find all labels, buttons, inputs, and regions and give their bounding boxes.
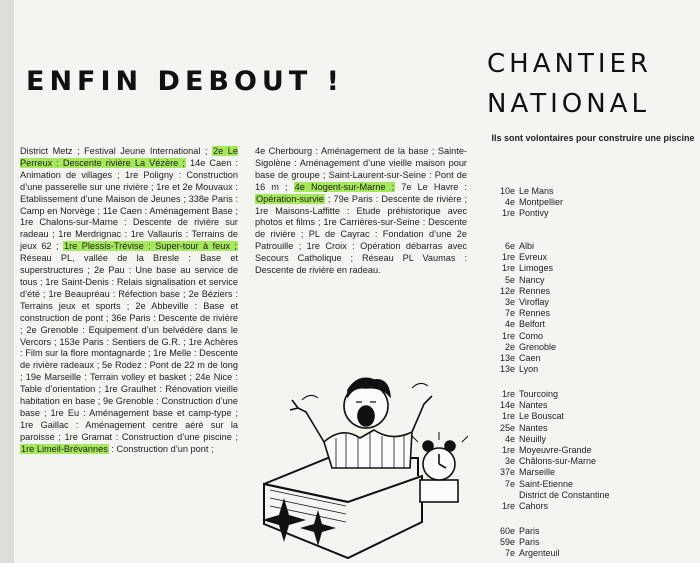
ranking-row <box>484 186 694 197</box>
ranking-rank: 1re <box>501 389 515 399</box>
ranking-row <box>484 208 694 219</box>
ranking-row <box>484 389 694 400</box>
ranking-rank: 60e <box>499 526 515 536</box>
ranking-rank: 14e <box>499 400 515 411</box>
ranking-rank: 1re <box>501 252 515 263</box>
highlighted-text: Opération-survie <box>256 193 324 204</box>
ranking-row <box>484 353 694 364</box>
ranking-rank: 2e <box>504 341 515 352</box>
ranking-place: Marseille <box>519 467 556 478</box>
yawning-boy-illustration <box>262 372 476 560</box>
ranking-row <box>484 331 694 342</box>
article-column-2 <box>255 146 467 277</box>
ranking-place: Lyon <box>519 364 539 375</box>
ranking-rank: 4e <box>504 319 515 330</box>
ranking-rank: 7e <box>504 548 515 559</box>
boy-figure <box>290 378 432 468</box>
ranking-place: Belfort <box>519 319 546 330</box>
article-column-1 <box>20 146 238 456</box>
ranking-place: Moyeuvre-Grande <box>519 445 592 456</box>
ranking-group-2 <box>484 241 694 375</box>
ranking-place: Caen <box>519 353 541 364</box>
headline: ENFIN DEBOUT ! <box>26 66 344 97</box>
ranking-place: Nantes <box>519 422 548 433</box>
article-text: District Metz ; Festival Jeune International ; <box>20 146 213 156</box>
ranking-group-4 <box>484 526 694 560</box>
article-text: ; 79e Paris : Descente de rivière ; 1re Maisons-Laffitte : Etude préhistorique avec photos et films ; 1re Carrières-sur-Seine : Descente de rivière ; PL de Cayrac : Fondation d’une 2e Patrouille ; 1re Croix : Opération débarras avec Secours Catholique ; Réseau PL Vaumas : Descente de rivière en radeau. <box>255 193 467 276</box>
ranking-row <box>484 526 694 537</box>
ranking-place: Pontivy <box>519 208 549 219</box>
ranking-rank: 13e <box>499 364 515 375</box>
ranking-place: Cahors <box>519 501 549 512</box>
ranking-rank: 1re <box>501 501 515 512</box>
ranking-place: Châlons-sur-Marne <box>519 456 597 467</box>
ranking-row <box>484 286 694 297</box>
ranking-place: Argenteuil <box>519 548 560 559</box>
ranking-rank: 13e <box>499 353 515 364</box>
ranking-row <box>484 479 694 490</box>
section-title-line2: NATIONAL <box>487 89 650 119</box>
ranking-place: Montpellier <box>519 197 564 208</box>
ranking-place: Viroflay <box>519 297 549 308</box>
ranking-rank: 7e <box>504 308 515 319</box>
ranking-place: Le Bouscat <box>519 411 565 422</box>
ranking-group-3 <box>484 389 694 512</box>
ranking-row <box>484 275 694 286</box>
ranking-row <box>484 297 694 308</box>
page-edge <box>0 0 14 563</box>
ranking-place: Nantes <box>519 400 548 411</box>
ranking-rank: 5e <box>504 274 515 285</box>
highlighted-text: 1re Limeil-Brévannes <box>21 443 108 454</box>
subtitle: Ils sont volontaires pour construire une piscine <box>491 133 695 143</box>
ranking-row <box>484 342 694 353</box>
ranking-row <box>484 319 694 330</box>
ranking-row <box>484 490 694 501</box>
ranking-row <box>484 308 694 319</box>
ranking-place: Rennes <box>519 285 551 296</box>
ranking-row <box>484 456 694 467</box>
article-text: : Construction d’un pont ; <box>108 443 214 454</box>
ranking-place: Limoges <box>519 263 554 274</box>
ranking-row <box>484 434 694 445</box>
ranking-place: Neuilly <box>519 433 547 444</box>
ranking-row <box>484 445 694 456</box>
section-title-line1: CHANTIER <box>487 49 652 79</box>
ranking-rank: 1re <box>501 445 515 456</box>
ranking-rank: 4e <box>504 433 515 444</box>
ranking-place: District de Constantine <box>519 489 610 500</box>
ranking-rank: 1re <box>501 411 515 422</box>
ranking-row <box>484 411 694 422</box>
ranking-group-1 <box>484 186 694 220</box>
ranking-rank: 12e <box>499 285 515 296</box>
highlighted-text: 1re Plessis-Trévise : Super-tour à feux ; <box>64 241 237 252</box>
ranking-place: Albi <box>519 241 535 251</box>
ranking-place: Nancy <box>519 274 545 285</box>
ranking-row <box>484 241 694 252</box>
ranking-row <box>484 400 694 411</box>
article-text: Réseau PL, vallée de la Bresle : Base et superstructures ; 2e Pau : Une base au service de tous ; 1re Saint-Denis : Relais signalisation et service d’été ; 1re Beaupréau : Réfection base ; 2e Béziers : Terrains jeux et sports ; 2e Abbeville : Base et construction de pont ; 36e Paris : Descente de rivière ; 2e Grenoble : Equipement d’un belvédère dans le Vercors ; 153e Paris : Sentiers de G.R. ; 1re Achères : Film sur la flore montagnarde ; 1re Melle : Descente de rivière radeaux ; 5e Rodez : Pont de 22 m de long ; 19e Marseille : Terrain volley et basket ; 24e Nice : Table d’orientation ; 1re Graulhet : Rénovation vieille habitation en base ; 9e Grenoble : Construction d’une base ; 1re Eu : Aménagement base et camp-type ; 1re Gaillac : Aménagement centre aéré sur la paroisse ; 1re Gramat : Construction d’une piscine ; <box>20 253 238 442</box>
highlighted-text: 2e Le Perreux : Descente rivière La Vézère ; <box>20 146 238 168</box>
ranking-rank: 3e <box>504 456 515 467</box>
ranking-rank: 1re <box>501 263 515 274</box>
ranking-row <box>484 501 694 512</box>
article-text: 4e Cherbourg : Aménagement de la base ; Sainte-Sigolène : Aménagement d’une vieille maison pour base de groupe ; Saint-Laurent-sur-Seine : Pont de 16 m ; <box>255 146 467 192</box>
ranking-place: Paris <box>519 526 540 536</box>
article-text: 7e Le Havre : <box>395 181 467 192</box>
alarm-clock-icon <box>412 432 468 502</box>
ranking-row <box>484 423 694 434</box>
ranking-rank: 25e <box>499 422 515 433</box>
ranking-row <box>484 548 694 559</box>
ranking-row <box>484 252 694 263</box>
ranking-place: Saint-Etienne <box>519 478 574 489</box>
ranking-place: Paris <box>519 537 540 548</box>
ranking-rank: 1re <box>501 330 515 341</box>
ranking-row <box>484 467 694 478</box>
ranking-place: Rennes <box>519 308 551 319</box>
ranking-rank: 3e <box>504 297 515 308</box>
ranking-place: Le Mans <box>519 186 554 196</box>
ranking-row <box>484 263 694 274</box>
highlighted-text: 4e Nogent-sur-Marne ; <box>294 181 395 192</box>
ranking-rank: 4e <box>504 197 515 208</box>
ranking-place: Evreux <box>519 252 548 263</box>
ranking-row <box>484 364 694 375</box>
bed-illustration <box>264 458 422 558</box>
ranking-row <box>484 537 694 548</box>
ranking-place: Tourcoing <box>519 389 559 399</box>
ranking-row <box>484 197 694 208</box>
article-text: 14e Caen : Animation de villages ; 1re Poligny : Construction d’une passerelle sur une rivière ; 1re et 2e Mouvaux : Etablissement d’une Maison de Jeunes ; 338e Paris : Camp en Norvège ; 11e Caen : Aménagement Base ; 1re Chalons-sur-Marne : Descente de rivière sur radeau ; 1re Merdrignac : 1re Vallauris : Terrains de jeux 62 ; <box>20 157 238 252</box>
ranking-rank: 59e <box>499 537 515 548</box>
ranking-rank: 7e <box>504 478 515 489</box>
ranking-rank: 6e <box>504 241 515 251</box>
section-title <box>487 44 652 124</box>
ranking-rank: 37e <box>499 467 515 478</box>
ranking-place: Como <box>519 330 544 341</box>
ranking-rank: 10e <box>499 186 515 196</box>
ranking-rank: 1re <box>501 208 515 219</box>
ranking-place: Grenoble <box>519 341 557 352</box>
